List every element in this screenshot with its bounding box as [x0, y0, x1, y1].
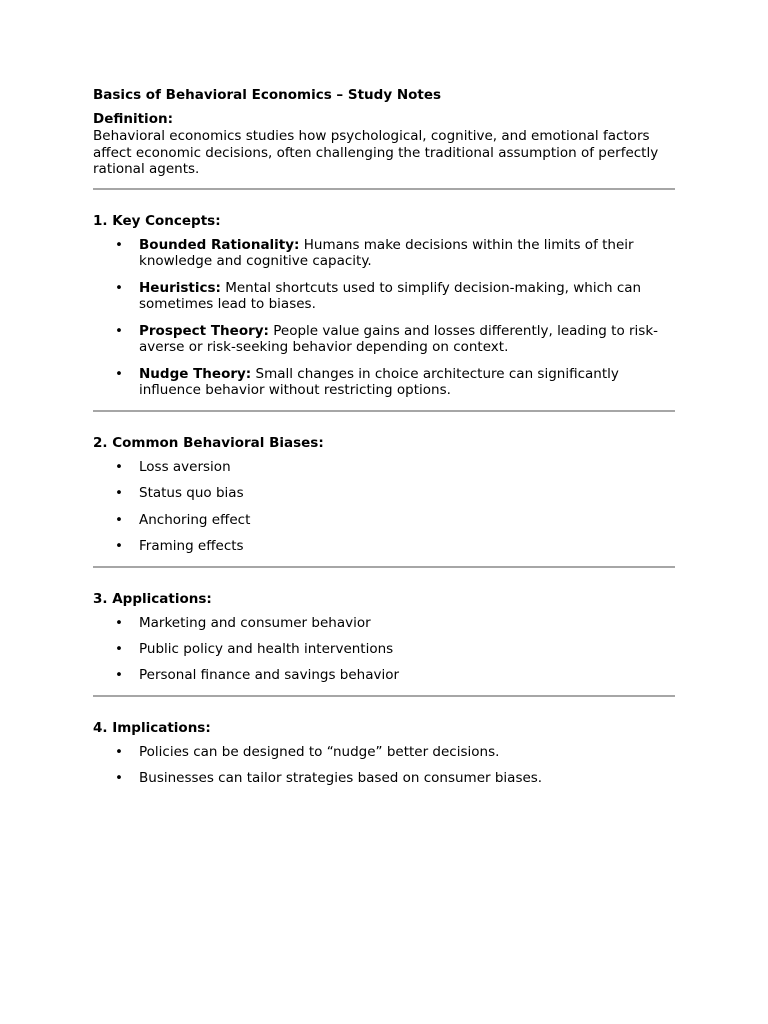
concept-term: Prospect Theory: [139, 322, 269, 339]
section-divider [93, 188, 675, 190]
bullet-icon: • [115, 322, 123, 339]
applications-section [93, 590, 675, 697]
definition-heading: Definition: [93, 111, 173, 127]
bias-text: Loss aversion [139, 458, 231, 475]
concept-description: Mental shortcuts used to simplify decision-making, which can sometimes lead to biases. [139, 279, 642, 313]
bullet-icon: • [115, 770, 123, 787]
bullet-icon: • [115, 614, 123, 631]
implication-text: Businesses can tailor strategies based on consumer biases. [139, 770, 543, 787]
application-text: Public policy and health interventions [139, 641, 394, 658]
bullet-icon: • [115, 365, 123, 382]
section-divider [93, 410, 675, 412]
concept-term: Nudge Theory: [139, 365, 252, 382]
bullet-icon: • [115, 458, 123, 475]
section-divider [93, 566, 675, 568]
document-page [93, 86, 675, 787]
list-item [93, 323, 675, 356]
implications-section [93, 719, 675, 787]
list-item [93, 512, 675, 529]
list-item [93, 615, 675, 632]
list-item [93, 667, 675, 684]
list-item [93, 538, 675, 555]
section-divider [93, 695, 675, 697]
bullet-icon: • [115, 744, 123, 761]
key-concepts-section [93, 212, 675, 412]
list-item [93, 485, 675, 502]
bullet-icon: • [115, 538, 123, 555]
application-text: Personal finance and savings behavior [139, 667, 400, 684]
definition-text: Behavioral economics studies how psychological, cognitive, and emotional factors affect economic decisions, often challenging the traditional assumption of perfectly rational agents. [93, 128, 659, 178]
document-title: Basics of Behavioral Economics – Study Notes [93, 87, 442, 103]
applications-heading: 3. Applications: [93, 590, 212, 607]
key-concepts-list [93, 237, 675, 399]
key-concepts-heading: 1. Key Concepts: [93, 212, 221, 229]
bias-text: Anchoring effect [139, 511, 251, 528]
list-item [93, 459, 675, 476]
application-text: Marketing and consumer behavior [139, 614, 371, 631]
bullet-icon: • [115, 667, 123, 684]
bullet-icon: • [115, 485, 123, 502]
bias-text: Status quo bias [139, 485, 244, 502]
list-item [93, 280, 675, 313]
bullet-icon: • [115, 641, 123, 658]
concept-description: People value gains and losses differently, leading to risk-averse or risk-seeking behavior depending on context. [139, 322, 659, 356]
biases-list [93, 459, 675, 555]
bullet-icon: • [115, 279, 123, 296]
applications-list [93, 615, 675, 684]
list-item [93, 770, 675, 787]
implications-list [93, 744, 675, 787]
list-item [93, 641, 675, 658]
list-item [93, 366, 675, 399]
bullet-icon: • [115, 236, 123, 253]
implications-heading: 4. Implications: [93, 720, 211, 737]
bullet-icon: • [115, 511, 123, 528]
concept-term: Bounded Rationality: [139, 236, 300, 253]
concept-term: Heuristics: [139, 279, 221, 296]
implication-text: Policies can be designed to “nudge” better decisions. [139, 744, 500, 761]
bias-text: Framing effects [139, 538, 244, 555]
list-item [93, 237, 675, 270]
concept-description: Humans make decisions within the limits of their knowledge and cognitive capacity. [139, 236, 634, 270]
concept-description: Small changes in choice architecture can significantly influence behavior without restricting options. [139, 365, 619, 399]
list-item [93, 744, 675, 761]
biases-heading: 2. Common Behavioral Biases: [93, 434, 324, 451]
biases-section [93, 434, 675, 568]
